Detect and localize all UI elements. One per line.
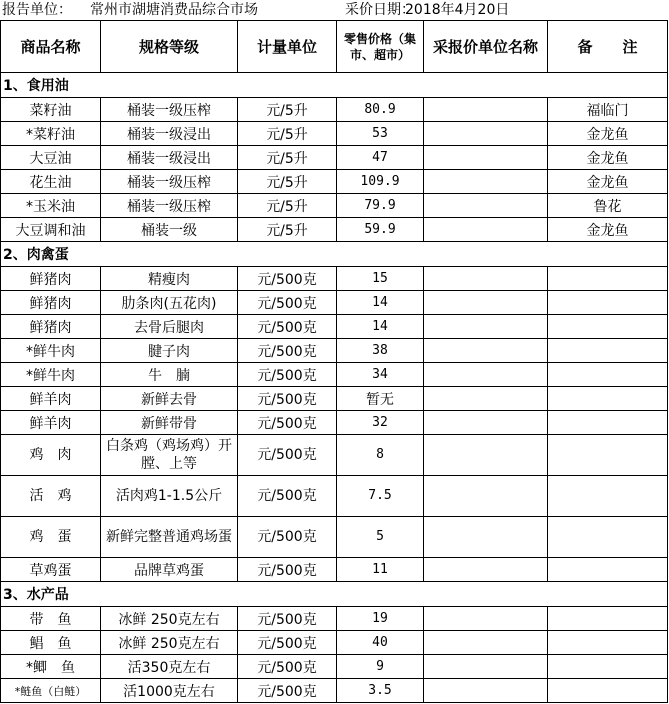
remarks-cell: 福临门 xyxy=(548,98,668,122)
product-name-cell: 鸡 肉 xyxy=(1,435,101,476)
reporting-unit-cell xyxy=(424,98,548,122)
product-name-cell: 大豆调和油 xyxy=(1,218,101,242)
remarks-cell xyxy=(548,517,668,558)
retail-price-cell: 19 xyxy=(337,607,424,631)
remarks-cell xyxy=(548,476,668,517)
unit-cell: 元/500克 xyxy=(238,476,337,517)
product-name-cell: 鸡 蛋 xyxy=(1,517,101,558)
retail-price-cell: 109.9 xyxy=(337,170,424,194)
product-name-cell: 鲜羊肉 xyxy=(1,411,101,435)
table-row xyxy=(1,339,668,363)
product-name-cell: 鲳 鱼 xyxy=(1,631,101,655)
section-title: 2、肉禽蛋 xyxy=(1,242,668,267)
product-name-cell: *菜籽油 xyxy=(1,122,101,146)
retail-price-cell: 80.9 xyxy=(337,98,424,122)
product-name-cell: *鲜牛肉 xyxy=(1,339,101,363)
unit-cell: 元/5升 xyxy=(238,218,337,242)
spec-grade-cell: 精瘦肉 xyxy=(101,267,238,291)
unit-cell: 元/500克 xyxy=(238,291,337,315)
table-row xyxy=(1,170,668,194)
remarks-cell xyxy=(548,655,668,679)
product-name-cell: 鲜羊肉 xyxy=(1,387,101,411)
product-name-cell: 菜籽油 xyxy=(1,98,101,122)
reporting-unit-cell xyxy=(424,411,548,435)
reporting-unit-cell xyxy=(424,218,548,242)
table-row xyxy=(1,411,668,435)
retail-price-cell: 15 xyxy=(337,267,424,291)
product-name-cell: 带 鱼 xyxy=(1,607,101,631)
table-row xyxy=(1,607,668,631)
table-row xyxy=(1,267,668,291)
table-row xyxy=(1,291,668,315)
retail-price-cell: 14 xyxy=(337,315,424,339)
remarks-cell xyxy=(548,315,668,339)
spec-grade-cell: 桶装一级压榨 xyxy=(101,170,238,194)
product-name-cell: 活 鸡 xyxy=(1,476,101,517)
section-header-row xyxy=(1,73,668,98)
product-name-cell: 大豆油 xyxy=(1,146,101,170)
table-row xyxy=(1,655,668,679)
product-name-cell: *鲢鱼（白鲢） xyxy=(1,679,101,703)
column-header-unit: 计量单位 xyxy=(238,21,337,73)
product-name-cell: 鲜猪肉 xyxy=(1,267,101,291)
spec-grade-cell: 活肉鸡1-1.5公斤 xyxy=(101,476,238,517)
spec-grade-cell: 冰鲜 250克左右 xyxy=(101,607,238,631)
retail-price-cell: 53 xyxy=(337,122,424,146)
section-header-row xyxy=(1,582,668,607)
retail-price-cell: 40 xyxy=(337,631,424,655)
retail-price-cell: 32 xyxy=(337,411,424,435)
reporting-unit-cell xyxy=(424,267,548,291)
table-row xyxy=(1,476,668,517)
product-name-cell: *鲫 鱼 xyxy=(1,655,101,679)
table-row xyxy=(1,435,668,476)
unit-cell: 元/500克 xyxy=(238,267,337,291)
spec-grade-cell: 白条鸡（鸡场鸡）开膛、上等 xyxy=(101,435,238,476)
remarks-cell: 鲁花 xyxy=(548,194,668,218)
reporting-unit-cell xyxy=(424,194,548,218)
table-row xyxy=(1,146,668,170)
spec-grade-cell: 新鲜带骨 xyxy=(101,411,238,435)
remarks-cell xyxy=(548,363,668,387)
spec-grade-cell: 桶装一级浸出 xyxy=(101,146,238,170)
table-row xyxy=(1,122,668,146)
retail-price-cell: 34 xyxy=(337,363,424,387)
spec-grade-cell: 腱子肉 xyxy=(101,339,238,363)
reporting-unit-cell xyxy=(424,146,548,170)
retail-price-cell: 9 xyxy=(337,655,424,679)
remarks-cell xyxy=(548,607,668,631)
reporting-unit-cell xyxy=(424,363,548,387)
collection-date-value: 2018年4月20日 xyxy=(405,2,510,18)
report-unit-value: 常州市湖塘消费品综合市场 xyxy=(90,2,258,18)
spec-grade-cell: 活350克左右 xyxy=(101,655,238,679)
retail-price-cell: 11 xyxy=(337,558,424,582)
spec-grade-cell: 新鲜完整普通鸡场蛋 xyxy=(101,517,238,558)
section-header-row xyxy=(1,242,668,267)
reporting-unit-cell xyxy=(424,435,548,476)
table-header-row xyxy=(1,21,668,73)
section-title: 3、水产品 xyxy=(1,582,668,607)
spec-grade-cell: 桶装一级 xyxy=(101,218,238,242)
spec-grade-cell: 冰鲜 250克左右 xyxy=(101,631,238,655)
remarks-cell: 金龙鱼 xyxy=(548,146,668,170)
spec-grade-cell: 去骨后腿肉 xyxy=(101,315,238,339)
product-name-cell: 鲜猪肉 xyxy=(1,315,101,339)
product-name-cell: 草鸡蛋 xyxy=(1,558,101,582)
product-name-cell: 花生油 xyxy=(1,170,101,194)
unit-cell: 元/5升 xyxy=(238,122,337,146)
remarks-cell xyxy=(548,291,668,315)
retail-price-cell: 5 xyxy=(337,517,424,558)
column-header-retail-price: 零售价格（集市、超市） xyxy=(337,21,424,73)
unit-cell: 元/5升 xyxy=(238,194,337,218)
reporting-unit-cell xyxy=(424,679,548,703)
spec-grade-cell: 肋条肉(五花肉) xyxy=(101,291,238,315)
reporting-unit-cell xyxy=(424,315,548,339)
reporting-unit-cell xyxy=(424,476,548,517)
retail-price-cell: 8 xyxy=(337,435,424,476)
remarks-cell xyxy=(548,435,668,476)
table-row xyxy=(1,387,668,411)
reporting-unit-cell xyxy=(424,387,548,411)
unit-cell: 元/500克 xyxy=(238,631,337,655)
unit-cell: 元/500克 xyxy=(238,411,337,435)
table-row xyxy=(1,558,668,582)
table-row xyxy=(1,631,668,655)
table-row xyxy=(1,98,668,122)
retail-price-cell: 47 xyxy=(337,146,424,170)
unit-cell: 元/500克 xyxy=(238,679,337,703)
product-name-cell: *玉米油 xyxy=(1,194,101,218)
unit-cell: 元/5升 xyxy=(238,170,337,194)
reporting-unit-cell xyxy=(424,558,548,582)
table-row xyxy=(1,363,668,387)
table-row xyxy=(1,315,668,339)
column-header-spec-grade: 规格等级 xyxy=(101,21,238,73)
spec-grade-cell: 桶装一级压榨 xyxy=(101,194,238,218)
column-header-reporting-unit: 采报价单位名称 xyxy=(424,21,548,73)
column-header-product-name: 商品名称 xyxy=(1,21,101,73)
spec-grade-cell: 活1000克左右 xyxy=(101,679,238,703)
retail-price-cell: 14 xyxy=(337,291,424,315)
unit-cell: 元/500克 xyxy=(238,339,337,363)
price-table xyxy=(0,20,668,703)
unit-cell: 元/500克 xyxy=(238,655,337,679)
product-name-cell: *鲜牛肉 xyxy=(1,363,101,387)
unit-cell: 元/500克 xyxy=(238,315,337,339)
reporting-unit-cell xyxy=(424,170,548,194)
spec-grade-cell: 桶装一级压榨 xyxy=(101,98,238,122)
retail-price-cell: 3.5 xyxy=(337,679,424,703)
unit-cell: 元/500克 xyxy=(238,607,337,631)
unit-cell: 元/5升 xyxy=(238,98,337,122)
unit-cell: 元/500克 xyxy=(238,363,337,387)
remarks-cell: 金龙鱼 xyxy=(548,170,668,194)
remarks-cell xyxy=(548,411,668,435)
remarks-cell: 金龙鱼 xyxy=(548,218,668,242)
retail-price-cell: 7.5 xyxy=(337,476,424,517)
remarks-cell xyxy=(548,387,668,411)
unit-cell: 元/500克 xyxy=(238,517,337,558)
spec-grade-cell: 桶装一级浸出 xyxy=(101,122,238,146)
spec-grade-cell: 新鲜去骨 xyxy=(101,387,238,411)
remarks-cell xyxy=(548,679,668,703)
remarks-cell xyxy=(548,339,668,363)
unit-cell: 元/500克 xyxy=(238,435,337,476)
unit-cell: 元/500克 xyxy=(238,387,337,411)
section-title: 1、食用油 xyxy=(1,73,668,98)
remarks-cell xyxy=(548,631,668,655)
reporting-unit-cell xyxy=(424,122,548,146)
spec-grade-cell: 牛 腩 xyxy=(101,363,238,387)
column-header-remarks: 备 注 xyxy=(548,21,668,73)
product-name-cell: 鲜猪肉 xyxy=(1,291,101,315)
reporting-unit-cell xyxy=(424,291,548,315)
remarks-cell xyxy=(548,267,668,291)
reporting-unit-cell xyxy=(424,607,548,631)
table-row xyxy=(1,679,668,703)
reporting-unit-cell xyxy=(424,655,548,679)
reporting-unit-cell xyxy=(424,517,548,558)
reporting-unit-cell xyxy=(424,339,548,363)
retail-price-cell: 38 xyxy=(337,339,424,363)
retail-price-cell: 59.9 xyxy=(337,218,424,242)
unit-cell: 元/500克 xyxy=(238,558,337,582)
unit-cell: 元/5升 xyxy=(238,146,337,170)
table-row xyxy=(1,517,668,558)
table-row xyxy=(1,194,668,218)
report-header xyxy=(0,0,669,20)
report-unit-label: 报告单位： xyxy=(2,2,72,18)
table-row xyxy=(1,218,668,242)
collection-date-label: 采价日期： xyxy=(345,2,415,18)
spec-grade-cell: 品牌草鸡蛋 xyxy=(101,558,238,582)
remarks-cell xyxy=(548,558,668,582)
remarks-cell: 金龙鱼 xyxy=(548,122,668,146)
price-table-body xyxy=(1,21,668,703)
retail-price-cell: 暂无 xyxy=(337,387,424,411)
retail-price-cell: 79.9 xyxy=(337,194,424,218)
reporting-unit-cell xyxy=(424,631,548,655)
